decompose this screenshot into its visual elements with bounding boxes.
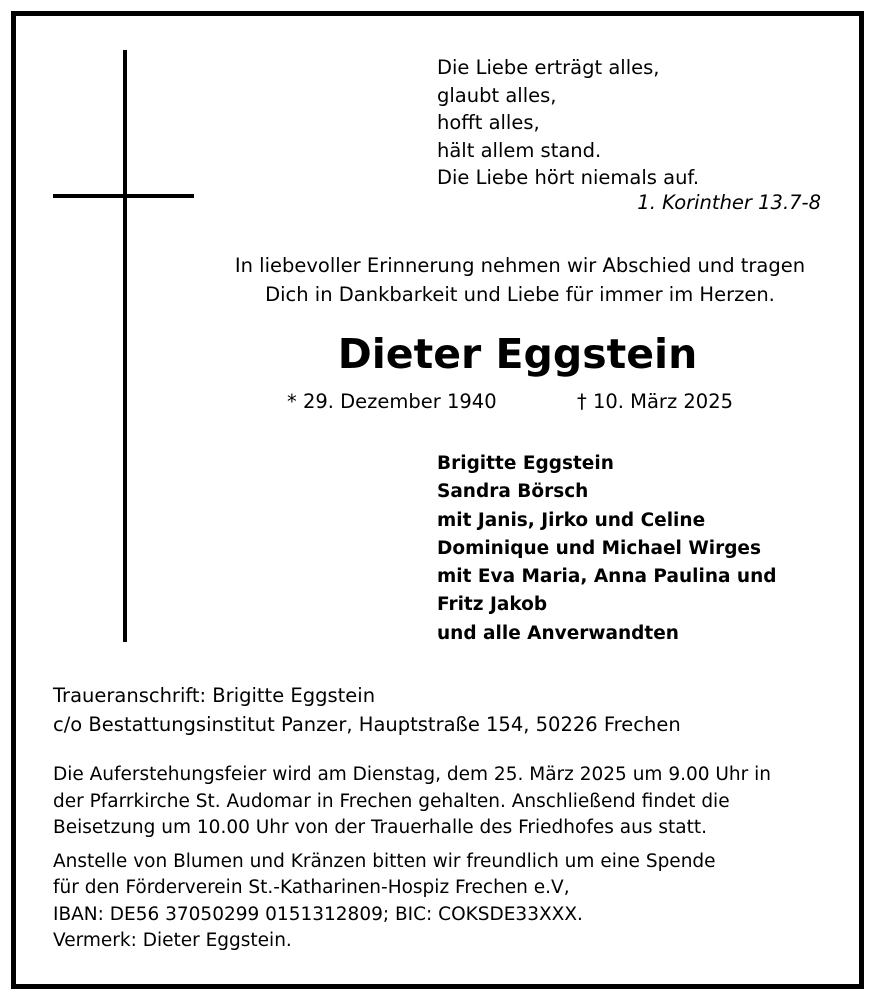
donation-info bbox=[53, 849, 853, 954]
ceremony-info bbox=[53, 762, 853, 842]
deceased-name: Dieter Eggstein bbox=[337, 330, 698, 378]
cross-horizontal-bar bbox=[53, 194, 194, 198]
ceremony-line: Beisetzung um 10.00 Uhr von der Trauerhalle des Friedhofes aus statt. bbox=[53, 817, 707, 838]
donation-line: Vermerk: Dieter Eggstein. bbox=[53, 929, 292, 951]
mourner: Sandra Börsch bbox=[437, 481, 589, 503]
cross-vertical-bar bbox=[123, 50, 127, 642]
mourning-address bbox=[53, 682, 843, 739]
mourner: und alle Anverwandten bbox=[437, 622, 679, 644]
death-date: † 10. März 2025 bbox=[577, 390, 734, 413]
birth-date: * 29. Dezember 1940 bbox=[287, 390, 497, 413]
mourner: Brigitte Eggstein bbox=[437, 453, 614, 474]
address-line: c/o Bestattungsinstitut Panzer, Hauptstraße 154, 50226 Frechen bbox=[53, 712, 681, 736]
ceremony-line: Die Auferstehungsfeier wird am Dienstag, dem 25. März 2025 um 9.00 Uhr in bbox=[53, 764, 772, 785]
mourner: mit Eva Maria, Anna Paulina und bbox=[437, 566, 777, 588]
mourners-list bbox=[437, 450, 857, 648]
address-line: Traueranschrift: Brigitte Eggstein bbox=[53, 684, 376, 707]
mourner: mit Janis, Jirko und Celine bbox=[437, 509, 706, 531]
mourner: Dominique und Michael Wirges bbox=[437, 537, 761, 559]
ceremony-line: der Pfarrkirche St. Audomar in Frechen gehalten. Anschließend findet die bbox=[53, 790, 730, 812]
mourner: Fritz Jakob bbox=[437, 594, 548, 616]
remembrance-text bbox=[190, 252, 850, 309]
verse-line: hält allem stand. bbox=[437, 138, 602, 162]
donation-line: Anstelle von Blumen und Kränzen bitten wir freundlich um eine Spende bbox=[53, 851, 716, 872]
verse-line: hofft alles, bbox=[437, 111, 540, 134]
donation-line: IBAN: DE56 37050299 0151312809; BIC: COKSDE33XXX. bbox=[53, 903, 583, 925]
remembrance-line: In liebevoller Erinnerung nehmen wir Abschied und tragen bbox=[234, 254, 806, 277]
remembrance-line: Dich in Dankbarkeit und Liebe für immer im Herzen. bbox=[265, 282, 775, 306]
verse-line: Die Liebe erträgt alles, bbox=[437, 56, 660, 79]
verse-reference: 1. Korinther 13.7-8 bbox=[637, 191, 821, 214]
donation-line: für den Förderverein St.-Katharinen-Hospiz Frechen e.V, bbox=[53, 877, 570, 899]
verse-line: Die Liebe hört niemals auf. bbox=[437, 166, 700, 189]
bible-verse bbox=[437, 54, 837, 192]
verse-line: glaubt alles, bbox=[437, 83, 557, 107]
